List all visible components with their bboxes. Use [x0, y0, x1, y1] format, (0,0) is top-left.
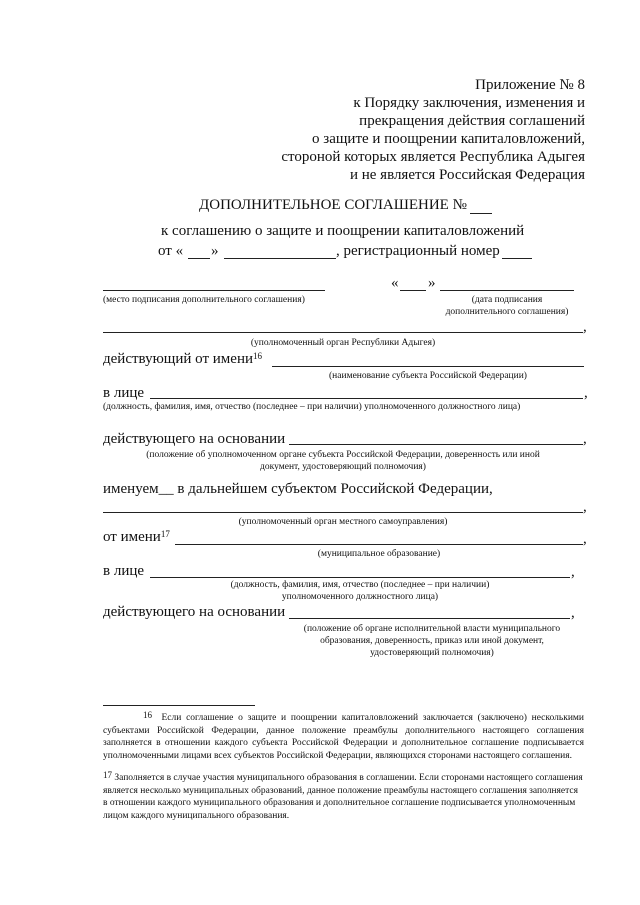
footnote-17-text: Заполняется в случае участия муниципального образования в соглашении. Если сторонами настоящего соглашения является несколько муниципальных образований, данное положение преамбулы настоящего соглашения заполняется в отношении каждого муниципального образования и дополнительное соглашение подписывается уполномоченным лицом каждого муниципального образования. — [103, 773, 583, 821]
signing-place-caption: (место подписания дополнительного соглашения) — [103, 295, 305, 305]
date-quote-open: « — [391, 275, 399, 291]
municipal-authority-caption: (уполномоченный орган местного самоуправления) — [238, 517, 448, 527]
signing-date-caption-2: дополнительного соглашения) — [445, 307, 569, 317]
municipal-official-caption-2: уполномоченного должностного лица) — [281, 592, 439, 602]
footnote-16-mark: 16 — [143, 710, 152, 720]
comma: , — [583, 499, 587, 515]
agreement-date-blank[interactable] — [224, 258, 336, 259]
basis-document-caption-2: документ, удостоверяющий полномочия) — [260, 462, 426, 472]
municipal-basis-caption-2: образования, доверенность, приказ или иной документ, — [320, 636, 544, 646]
in-person-label: в лице — [103, 385, 145, 401]
registration-number-blank[interactable] — [502, 258, 532, 259]
header-line: к Порядку заключения, изменения и — [353, 95, 585, 111]
on-behalf-label: от имени$^{17}$ — [103, 529, 170, 545]
date-quote-close: » — [428, 275, 436, 291]
comma: , — [583, 531, 587, 547]
footnote-separator — [103, 705, 255, 706]
title-line-3-quote: » — [211, 243, 219, 259]
official-person-caption: (должность, фамилия, имя, отчество (последнее – при наличии) уполномоченного должностного лица) — [103, 402, 521, 412]
footnote-16-text: Если соглашение о защите и поощрении капиталовложений заключается (заключено) несколькими субъектами Российской Федерации, данное положение преамбулы дополнительного настоящего соглашения заполняется в отношении каждого субъекта Российской Федерации и дополнительное соглашение подписывается уполномоченными лицами всех субъектов Российской Федерации, являющихся сторонами настоящего соглашения. — [103, 713, 585, 761]
footnote-16 — [103, 712, 584, 762]
footnote-17 — [103, 772, 584, 822]
subject-name-field[interactable] — [272, 366, 584, 367]
official-person-field[interactable] — [150, 398, 583, 399]
signing-date-caption-1: (дата подписания — [471, 295, 543, 305]
municipal-official-field[interactable] — [150, 577, 570, 578]
municipality-field[interactable] — [175, 544, 583, 545]
number-blank[interactable] — [470, 213, 492, 214]
footnote-17-mark: 17 — [103, 770, 112, 780]
title-line-3-from: от « — [158, 243, 184, 259]
signing-day-field[interactable] — [400, 290, 426, 291]
regional-authority-caption: (уполномоченный орган Республики Адыгея) — [250, 338, 436, 348]
basis-document-caption-1: (положение об уполномоченном органе субъекта Российской Федерации, доверенность или иной — [146, 450, 540, 460]
header-line: Приложение № 8 — [475, 77, 585, 93]
footnote-ref-17[interactable]: 17 — [160, 529, 170, 539]
municipal-basis-field[interactable] — [289, 618, 570, 619]
signing-place-field[interactable] — [103, 290, 325, 291]
header-line: стороной которых является Республика Адыгея — [281, 149, 585, 165]
title-line-2: к соглашению о защите и поощрении капиталовложений — [161, 223, 525, 239]
document-title: ДОПОЛНИТЕЛЬНОЕ СОГЛАШЕНИЕ № — [199, 197, 467, 213]
header-line: прекращения действия соглашений — [359, 113, 585, 129]
comma: , — [584, 385, 588, 401]
comma: , — [571, 605, 575, 621]
title-line-3-reg: , регистрационный номер — [336, 243, 500, 259]
signing-date-field[interactable] — [440, 290, 574, 291]
footnote-ref-16[interactable]: 16 — [253, 351, 262, 361]
header-line: о защите и поощрении капиталовложений, — [312, 131, 585, 147]
acting-basis-label: действующего на основании — [103, 431, 286, 447]
municipal-basis-caption-1: (положение об органе исполнительной власти муниципального — [303, 624, 561, 634]
regional-authority-field[interactable] — [103, 332, 583, 333]
municipality-caption: (муниципальное образование) — [317, 549, 441, 559]
municipal-official-caption-1: (должность, фамилия, имя, отчество (последнее – при наличии) — [230, 580, 490, 590]
acting-on-behalf-label: действующий от имени$^{16}$ — [103, 351, 262, 367]
municipal-basis-caption-3: удостоверяющий полномочия) — [370, 648, 494, 658]
comma: , — [583, 319, 587, 335]
basis-document-field[interactable] — [289, 444, 583, 445]
named-as-subject: именуем__ в дальнейшем субъектом Российской Федерации, — [103, 481, 493, 497]
subject-name-caption: (наименование субъекта Российской Федерации) — [329, 371, 527, 381]
acting-basis-label-2: действующего на основании — [103, 604, 286, 620]
header-line: и не является Российская Федерация — [349, 167, 585, 183]
comma: , — [571, 564, 575, 580]
in-person-label-2: в лице — [103, 563, 145, 579]
annex-header — [165, 76, 585, 184]
comma: , — [583, 431, 587, 447]
agreement-day-blank[interactable] — [188, 258, 210, 259]
municipal-authority-field[interactable] — [103, 512, 583, 513]
